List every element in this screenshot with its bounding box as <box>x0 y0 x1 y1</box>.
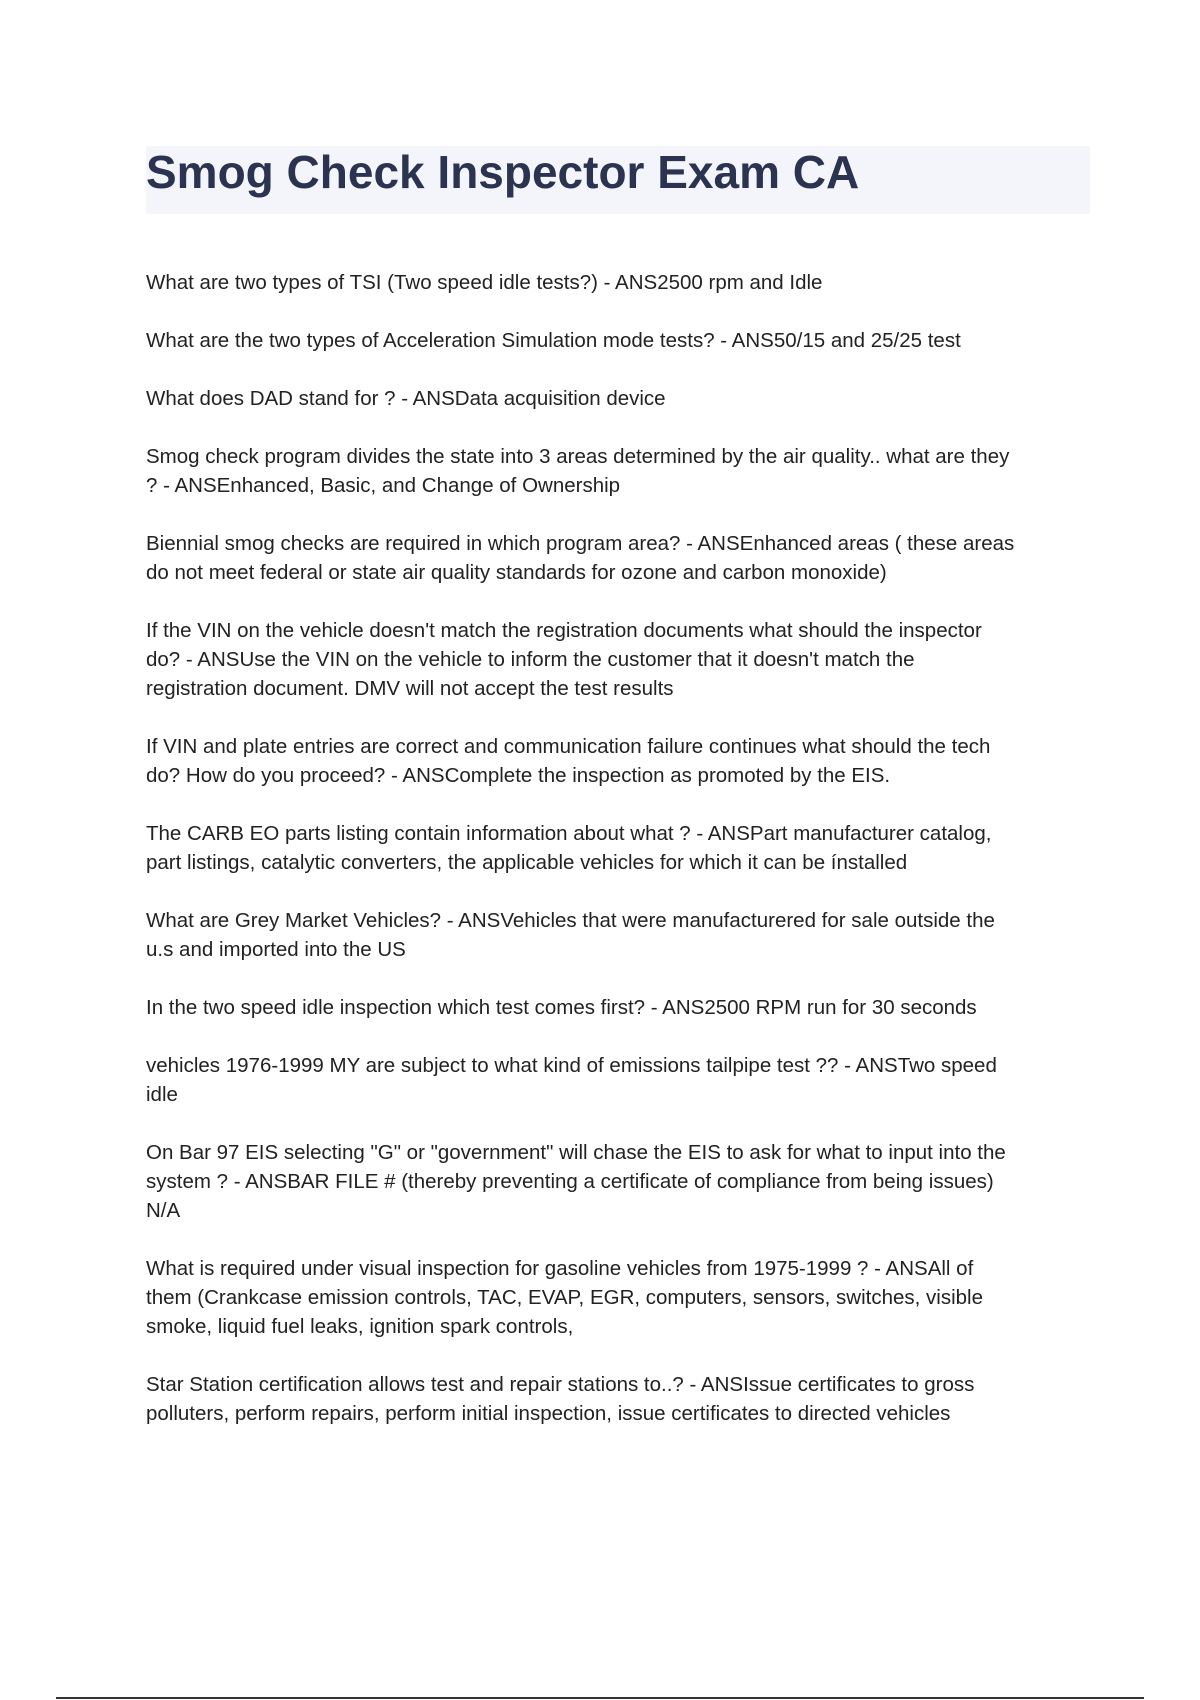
qa-item: In the two speed idle inspection which test comes first? - ANS2500 RPM run for 30 seconds <box>146 996 977 1019</box>
qa-item: vehicles 1976-1999 MY are subject to what kind of emissions tailpipe test ?? - ANSTwo speed idle <box>146 1054 997 1106</box>
qa-item: What does DAD stand for ? - ANSData acquisition device <box>146 387 666 410</box>
qa-item: On Bar 97 EIS selecting "G" or "government" will chase the EIS to ask for what to input into the system ? - ANSBAR FILE # (thereby preventing a certificate of compliance from being issues) N/A <box>146 1141 1006 1222</box>
qa-item: The CARB EO parts listing contain information about what ? - ANSPart manufacturer catalog, part listings, catalytic converters, the applicable vehicles for which it can be ínstalled <box>146 822 992 874</box>
qa-item: What are Grey Market Vehicles? - ANSVehicles that were manufacturered for sale outside the u.s and imported into the US <box>146 909 995 961</box>
qa-list <box>146 268 1090 1457</box>
footer-divider <box>56 1697 1144 1699</box>
qa-item: Star Station certification allows test and repair stations to..? - ANSIssue certificates to gross polluters, perform repairs, perform initial inspection, issue certificates to directed vehicles <box>146 1373 975 1425</box>
qa-item: Biennial smog checks are required in which program area? - ANSEnhanced areas ( these areas do not meet federal or state air quality standards for ozone and carbon monoxide) <box>146 532 1015 584</box>
qa-item: What is required under visual inspection for gasoline vehicles from 1975-1999 ? - ANSAll of them (Crankcase emission controls, TAC, EVAP, EGR, computers, sensors, switches, visible smoke, liquid fuel leaks, ignition spark controls, <box>146 1257 983 1338</box>
document-title: Smog Check Inspector Exam CA <box>146 146 860 198</box>
qa-item: If VIN and plate entries are correct and communication failure continues what should the tech do? How do you proceed? - ANSComplete the inspection as promoted by the EIS. <box>146 735 991 787</box>
qa-item: If the VIN on the vehicle doesn't match the registration documents what should the inspector do? - ANSUse the VIN on the vehicle to inform the customer that it doesn't match the registration document. DMV will not accept the test results <box>146 619 982 700</box>
qa-item: What are two types of TSI (Two speed idle tests?) - ANS2500 rpm and Idle <box>146 271 823 294</box>
qa-item: Smog check program divides the state into 3 areas determined by the air quality.. what are they ? - ANSEnhanced, Basic, and Change of Ownership <box>146 445 1010 497</box>
qa-item: What are the two types of Acceleration Simulation mode tests? - ANS50/15 and 25/25 test <box>146 329 961 352</box>
